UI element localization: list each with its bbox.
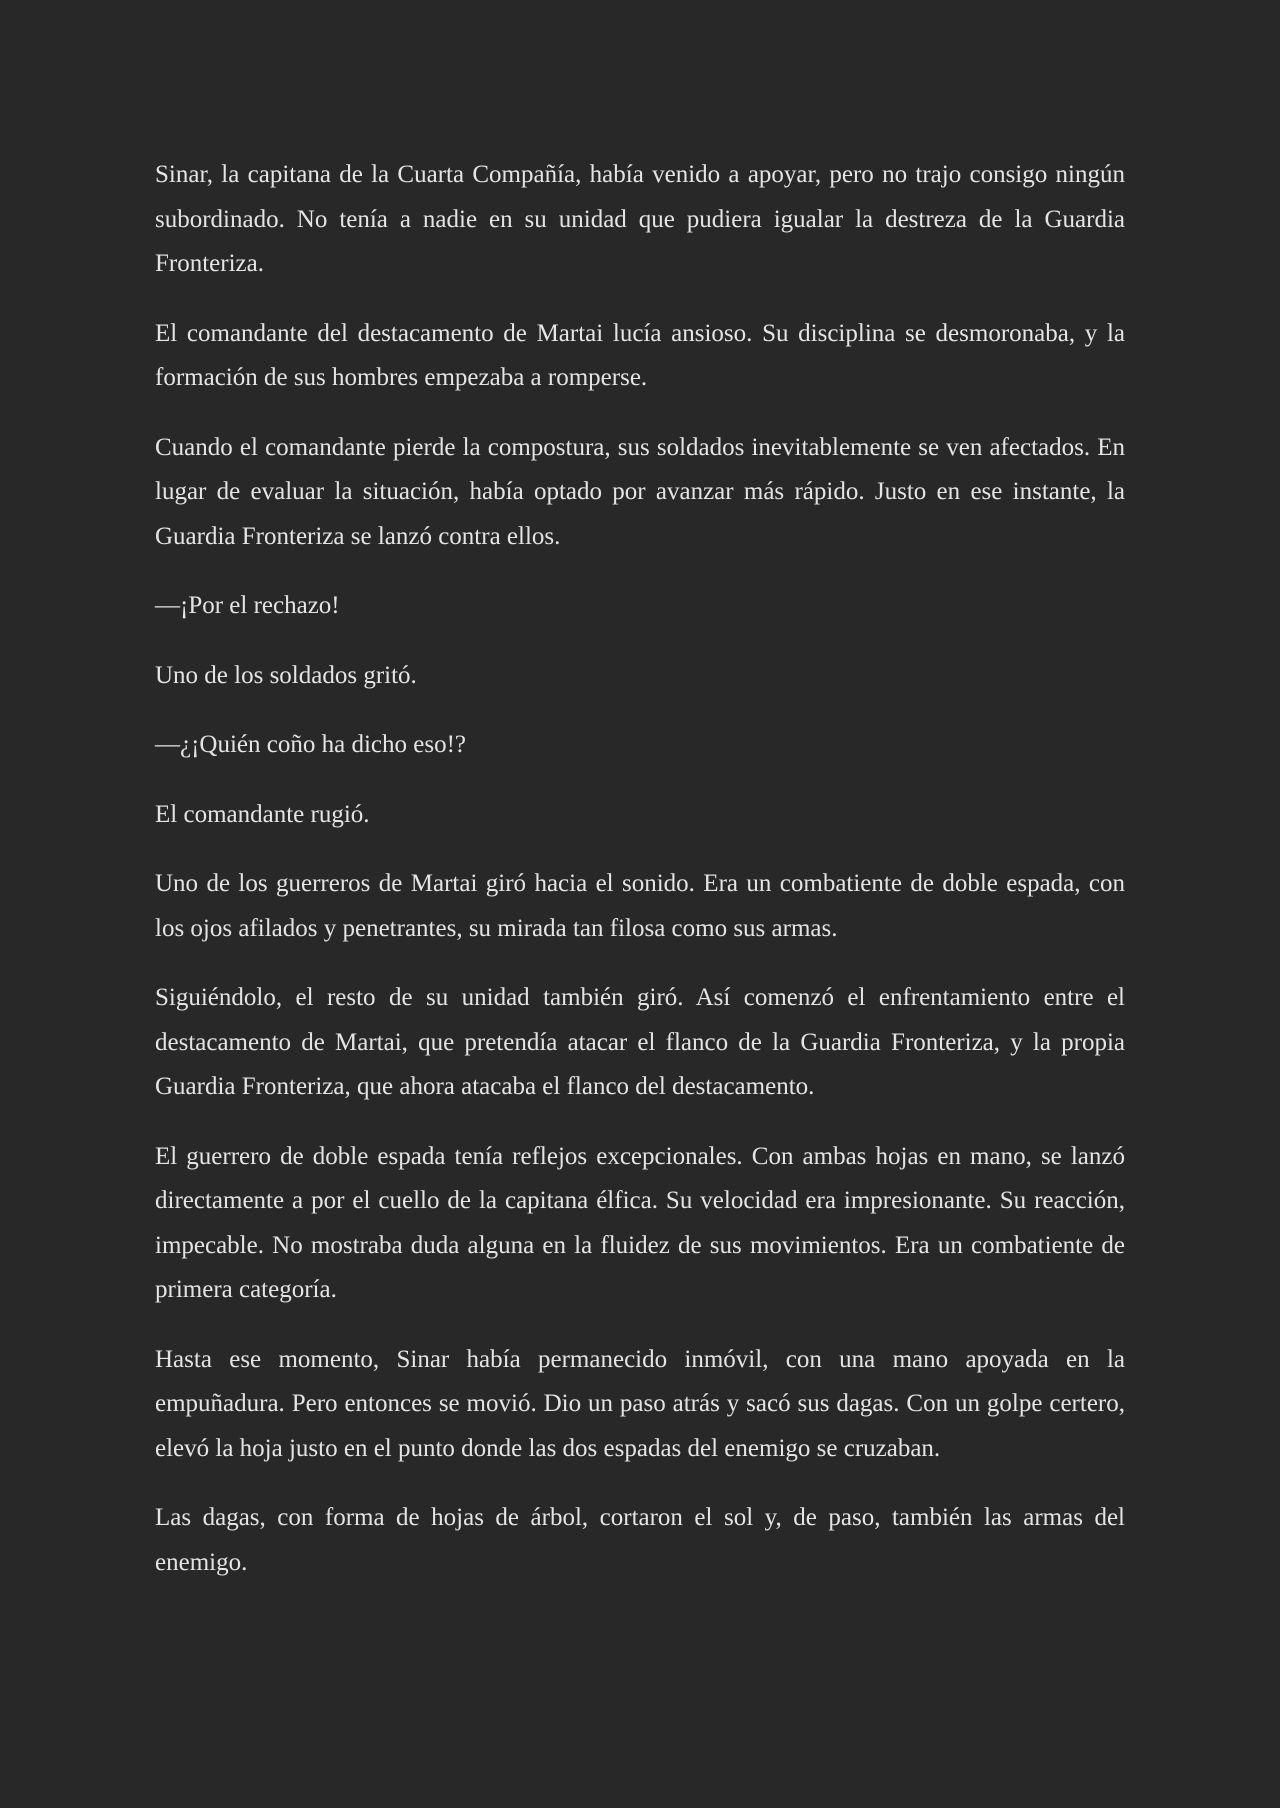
paragraph: Uno de los soldados gritó. [155, 661, 417, 689]
paragraph: Siguiéndolo, el resto de su unidad también giró. Así comenzó el enfrentamiento entre el destacamento de Martai, que pretendía atacar el flanco de la Guardia Fronteriza, y la propia Guardia Fronteriza, que ahora atacaba el flanco del destacamento. [155, 984, 1125, 1100]
paragraph: Hasta ese momento, Sinar había permanecido inmóvil, con una mano apoyada en la empuñadura. Pero entonces se movió. Dio un paso atrás y sacó sus dagas. Con un golpe certero, elevó la hoja justo en el punto donde las dos espadas del enemigo se cruzaban. [155, 1345, 1125, 1462]
paragraph: Cuando el comandante pierde la compostura, sus soldados inevitablemente se ven afectados. En lugar de evaluar la situación, había optado por avanzar más rápido. Justo en ese instante, la Guardia Fronteriza se lanzó contra ellos. [155, 433, 1125, 550]
paragraph: Las dagas, con forma de hojas de árbol, cortaron el sol y, de paso, también las armas del enemigo. [155, 1504, 1125, 1576]
dialogue-line: —¡Por el rechazo! [155, 592, 340, 619]
paragraph: Uno de los guerreros de Martai giró hacia el sonido. Era un combatiente de doble espada, con los ojos afilados y penetrantes, su mirada tan filosa como sus armas. [155, 870, 1125, 942]
chapter-text [155, 153, 1125, 1585]
paragraph: El comandante rugió. [155, 800, 370, 828]
paragraph: El comandante del destacamento de Martai lucía ansioso. Su disciplina se desmoronaba, y la formación de sus hombres empezaba a romperse. [155, 319, 1125, 391]
dialogue-line: —¿¡Quién coño ha dicho eso!? [155, 731, 466, 758]
paragraph: El guerrero de doble espada tenía reflejos excepcionales. Con ambas hojas en mano, se lanzó directamente a por el cuello de la capitana élfica. Su velocidad era impresionante. Su reacción, impecable. No mostraba duda alguna en la fluidez de sus movimientos. Era un combatiente de primera categoría. [155, 1142, 1125, 1303]
paragraph: Sinar, la capitana de la Cuarta Compañía, había venido a apoyar, pero no trajo consigo ningún subordinado. No tenía a nadie en su unidad que pudiera igualar la destreza de la Guardia Fronteriza. [155, 161, 1125, 277]
